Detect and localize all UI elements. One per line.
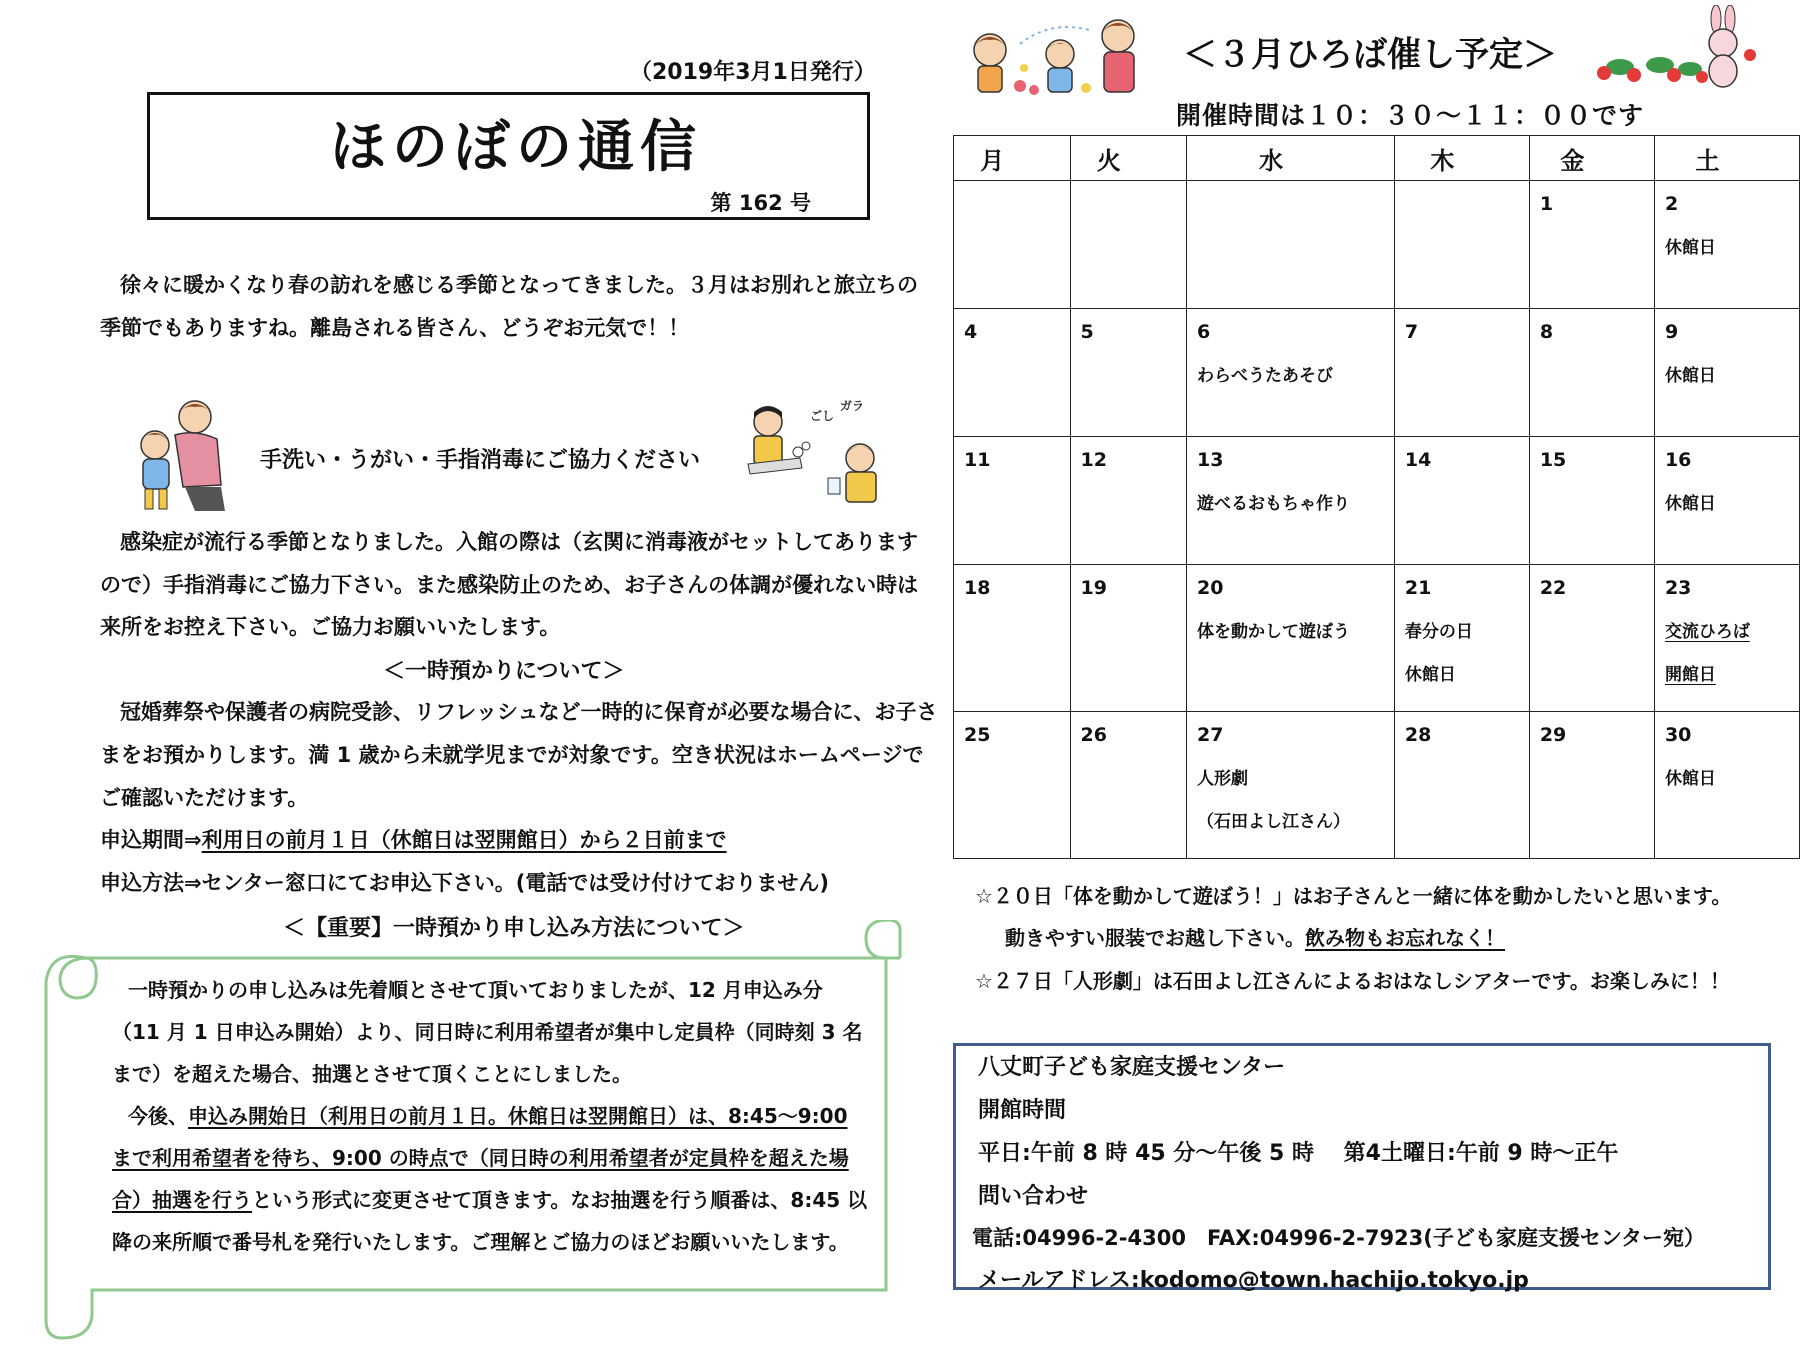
important-line-7: 降の来所順で番号札を発行いたします。ご理解とご協力のほどお願いいたします。	[112, 1230, 849, 1254]
calendar-day-cell	[1187, 181, 1395, 309]
calendar-day-cell	[1070, 712, 1187, 859]
calendar-event-label: わらべうたあそび	[1197, 366, 1334, 386]
period-value: 利用日の前月１日（休館日は翌開館日）から２日前まで	[201, 828, 727, 852]
calendar-day-number: 8	[1539, 321, 1554, 343]
childcare-line-1: 冠婚葬祭や保護者の病院受診、リフレッシュなど一時的に保育が必要な場合に、お子さ	[120, 700, 938, 724]
calendar-day-number: 15	[1539, 449, 1567, 471]
calendar-day-cell	[1187, 565, 1395, 712]
calendar-event-label: 休館日	[1664, 366, 1716, 386]
important-line-1: 一時預かりの申し込みは先着順とさせて頂いておりましたが、12 月申込み分	[128, 978, 823, 1002]
calendar-day-number: 11	[964, 449, 991, 471]
calendar-event-label: 休館日	[1404, 665, 1456, 685]
important-heading: ＜【重要】一時預かり申し込み方法について＞	[283, 916, 745, 941]
calendar-event-label: 交流ひろば	[1664, 622, 1750, 642]
calendar-day-cell	[1529, 712, 1654, 859]
childcare-period	[100, 825, 727, 855]
note-clothing-text: 動きやすい服装でお越し下さい。	[1005, 926, 1305, 950]
calendar-day-number: 25	[964, 724, 991, 746]
calendar-day-number: 27	[1197, 724, 1224, 746]
children-with-flowers-illustration	[960, 10, 1160, 100]
calendar-day-number: 21	[1404, 577, 1432, 599]
weekday-wed: 水	[1187, 136, 1395, 181]
calendar-event-label: 休館日	[1664, 494, 1716, 514]
calendar-event-label: 休館日	[1664, 769, 1716, 789]
masthead-box	[147, 92, 870, 220]
calendar-day-number: 9	[1664, 321, 1679, 343]
center-info-box	[953, 1043, 1771, 1293]
center-phone-fax: 電話:04996-2-4300 FAX:04996-2-7923(子ども家庭支援センター宛）	[972, 1226, 1706, 1250]
calendar-day-cell	[1070, 181, 1187, 309]
mother-child-handwashing-illustration	[125, 395, 245, 515]
calendar-event-label: 休館日	[1664, 238, 1716, 258]
calendar-day-cell	[1394, 181, 1529, 309]
calendar-day-number: 2	[1664, 193, 1679, 215]
important-line-2: （11 月 1 日申込み開始）より、同日時に利用希望者が集中し定員枠（同時刻 3 名	[112, 1020, 863, 1044]
calendar-day-cell	[1070, 309, 1187, 437]
calendar-day-number: 4	[964, 321, 978, 343]
childcare-line-3: ご確認いただけます。	[100, 786, 309, 810]
calendar-week-row	[954, 712, 1800, 859]
center-name: 八丈町子ども家庭支援センター	[978, 1055, 1286, 1080]
calendar-day-number: 7	[1404, 321, 1419, 343]
newsletter-title: ほのぼの通信	[330, 114, 702, 180]
important-line-6-underlined: 合）抽選を行う	[112, 1188, 252, 1212]
calendar-week-row	[954, 309, 1800, 437]
calendar-week-row	[954, 437, 1800, 565]
calendar-day-cell	[1654, 437, 1799, 565]
calendar-day-cell	[1394, 309, 1529, 437]
intro-line-2: 季節でもありますね。離島される皆さん、どうぞお元気で！！	[100, 316, 690, 340]
calendar-day-cell	[1187, 309, 1395, 437]
calendar-day-cell	[1070, 565, 1187, 712]
event-hours: 開催時間は１０：３０～１１：００です	[1176, 101, 1645, 130]
weekday-sat: 土	[1654, 136, 1799, 181]
calendar-event-label: 人形劇	[1197, 769, 1249, 789]
svg-text:ガラ: ガラ	[840, 399, 865, 413]
weekday-tue: 火	[1070, 136, 1187, 181]
calendar-day-cell	[1529, 309, 1654, 437]
note-27th: ☆２７日「人形劇」は石田よし江さんによるおはなしシアターです。お楽しみに！！	[975, 969, 1730, 993]
calendar-day-cell	[1529, 565, 1654, 712]
calendar-weekday-row	[954, 136, 1800, 181]
hygiene-heading: 手洗い・うがい・手指消毒にご協力ください	[260, 448, 701, 473]
calendar-day-cell	[954, 437, 1071, 565]
note-drinks-reminder: 飲み物もお忘れなく！	[1305, 926, 1505, 950]
calendar-day-number: 16	[1664, 449, 1692, 471]
calendar-day-number: 1	[1539, 193, 1554, 215]
calendar-day-number: 30	[1664, 724, 1692, 746]
calendar-day-cell	[954, 309, 1071, 437]
calendar-day-cell	[1654, 712, 1799, 859]
calendar-day-number: 12	[1080, 449, 1107, 471]
issue-date: （2019年3月1日発行）	[630, 60, 876, 85]
calendar-body	[954, 181, 1800, 859]
calendar-day-cell	[1187, 712, 1395, 859]
calendar-day-cell	[954, 565, 1071, 712]
important-line-3: まで）を超えた場合、抽選とさせて頂くことにしました。	[112, 1062, 632, 1086]
calendar-day-cell	[1529, 181, 1654, 309]
calendar-day-number: 20	[1197, 577, 1224, 599]
calendar-day-cell	[954, 712, 1071, 859]
calendar-day-number: 26	[1080, 724, 1107, 746]
calendar-day-number: 18	[964, 577, 991, 599]
events-heading: ＜３月ひろば催し予定＞	[1183, 35, 1557, 75]
calendar-day-cell	[1187, 437, 1395, 565]
issue-number: 第 162 号	[710, 191, 811, 215]
important-line-5: まで利用希望者を待ち、9:00 の時点で（同日時の利用希望者が定員枠を超えた場	[112, 1146, 849, 1170]
calendar-day-cell	[1654, 181, 1799, 309]
calendar-day-cell	[1529, 437, 1654, 565]
hygiene-line-3: 来所をお控え下さい。ご協力お願いいたします。	[100, 615, 561, 639]
calendar-day-number: 23	[1664, 577, 1692, 599]
important-line-4-underlined: 申込み開始日（利用日の前月１日。休館日は翌開館日）は、8:45～9:00	[188, 1104, 848, 1128]
calendar-day-number: 6	[1197, 321, 1211, 343]
calendar-day-number: 13	[1197, 449, 1224, 471]
calendar-week-row	[954, 181, 1800, 309]
calendar-event-label: 開館日	[1664, 665, 1716, 685]
hygiene-line-2: ので）手指消毒にご協力下さい。また感染防止のため、お子さんの体調が優れない時は	[100, 573, 919, 597]
calendar-day-cell	[954, 181, 1071, 309]
intro-line-1: 徐々に暖かくなり春の訪れを感じる季節となってきました。３月はお別れと旅立ちの	[120, 273, 918, 297]
calendar-day-cell	[1394, 712, 1529, 859]
calendar-event-label: 体を動かして遊ぼう	[1197, 622, 1351, 642]
center-hours: 平日:午前 8 時 45 分～午後 5 時 第4土曜日:午前 9 時～正午	[978, 1141, 1619, 1166]
childcare-line-2: まをお預かりします。満 1 歳から未就学児までが対象です。空き状況はホームページで	[100, 743, 924, 767]
calendar-day-cell	[1070, 437, 1187, 565]
calendar-day-number: 5	[1080, 321, 1094, 343]
weekday-mon: 月	[954, 136, 1071, 181]
hygiene-line-1: 感染症が流行る季節となりました。入館の際は（玄関に消毒液がセットしてあります	[120, 530, 918, 554]
calendar-day-number: 29	[1539, 724, 1567, 746]
center-email: メールアドレス:kodomo@town.hachijo.tokyo.jp	[978, 1268, 1529, 1293]
svg-text:ごし: ごし	[810, 409, 835, 423]
center-contact-label: 問い合わせ	[978, 1184, 1089, 1209]
note-20th: ☆２０日「体を動かして遊ぼう！」はお子さんと一緒に体を動かしたいと思います。	[975, 884, 1732, 908]
weekday-thu: 木	[1394, 136, 1529, 181]
important-line-4	[128, 1101, 848, 1131]
calendar-day-number: 28	[1404, 724, 1432, 746]
important-line-4-prefix: 今後、	[128, 1104, 188, 1128]
important-line-6-rest: という形式に変更させて頂きます。なお抽選を行う順番は、8:45 以	[252, 1188, 868, 1212]
childcare-method: 申込方法⇒センター窓口にてお申込下さい。(電話では受け付けておりません)	[100, 871, 829, 895]
period-label: 申込期間⇒	[100, 828, 202, 852]
calendar-day-cell	[1654, 309, 1799, 437]
calendar-day-cell	[1394, 565, 1529, 712]
calendar-day-number: 19	[1080, 577, 1107, 599]
calendar-event-label: 春分の日	[1404, 622, 1473, 642]
center-hours-label: 開館時間	[978, 1098, 1067, 1123]
weekday-fri: 金	[1529, 136, 1654, 181]
calendar-event-label: （石田よし江さん）	[1197, 812, 1351, 832]
important-notice-scroll	[40, 920, 905, 1340]
calendar-event-label: 遊べるおもちゃ作り	[1197, 494, 1351, 514]
important-line-6	[112, 1185, 867, 1215]
calendar-week-row	[954, 565, 1800, 712]
rabbit-strawberry-illustration	[1590, 5, 1760, 95]
calendar-day-number: 14	[1404, 449, 1432, 471]
childcare-heading: ＜一時預かりについて＞	[383, 659, 625, 684]
calendar-day-cell	[1394, 437, 1529, 565]
calendar-day-cell	[1654, 565, 1799, 712]
note-clothing	[1005, 922, 1505, 951]
event-calendar	[953, 135, 1800, 859]
calendar-day-number: 22	[1539, 577, 1567, 599]
gargling-girl-illustration	[740, 398, 900, 508]
